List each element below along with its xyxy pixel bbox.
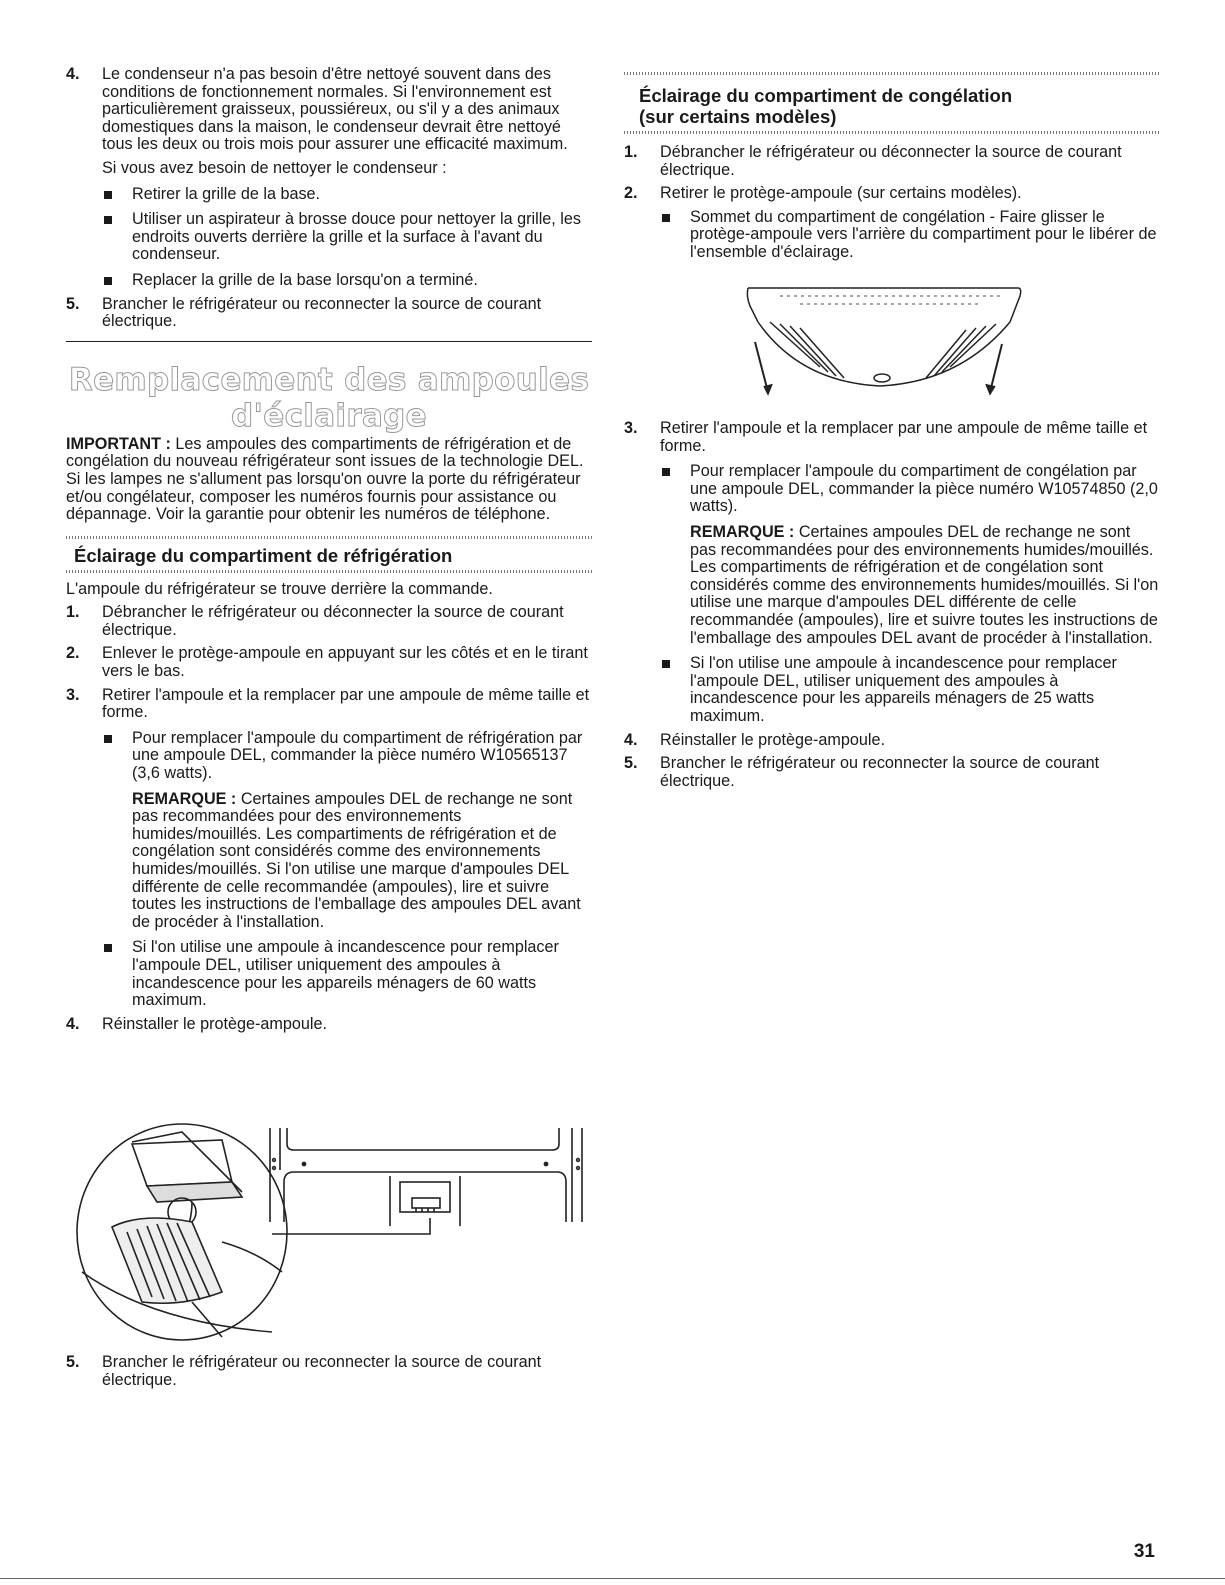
step-text: Retirer le protège-ampoule (sur certains modèles). [660,184,1022,203]
remarque-note [102,791,592,932]
hatch-rule [624,131,1160,134]
freezer-step-5 [624,755,1160,790]
fridge-step-1 [66,604,592,639]
bullet-item: Utiliser un aspirateur à brosse douce pour nettoyer la grille, les endroits ouverts derrière la grille et la surface à l'avant du condenseur. [102,211,592,264]
step-text: Débrancher le réfrigérateur ou déconnecter la source de courant électrique. [102,603,564,639]
step-number: 3. [624,419,638,437]
section-title [66,362,592,434]
right-column [624,66,1160,262]
page-bottom-rule [0,1578,1225,1579]
bullet-item: Si l'on utilise une ampoule à incandescence pour remplacer l'ampoule DEL, utiliser uniquement des ampoules à incandescence pour les appareils ménagers de 25 watts maximum. [660,655,1160,725]
remarque-text: Certaines ampoules DEL de rechange ne sont pas recommandées pour des environnements humides/mouillés. Les compartiments de réfrigération et de congélation sont considérés comme des environnements humides/mouillés. Si l'on utilise une marque d'ampoules DEL différente de celle recommandée (ampoules), lire et suivre toutes les instructions de l'emballage des ampoules DEL avant de procéder à l'installation. [690,522,1159,647]
section-title-line: Remplacement des ampoules [68,361,590,398]
hatch-rule [66,536,592,539]
remarque-note [660,524,1160,647]
step-number: 1. [624,143,638,161]
section-divider [66,341,592,342]
freezer-light-illustration [740,282,1040,400]
condenser-step-5 [66,296,592,331]
freezer-step-2 [624,185,1160,261]
bullet-item: Replacer la grille de la base lorsqu'on a terminé. [102,272,592,290]
intro-text: L'ampoule du réfrigérateur se trouve derrière la commande. [66,579,493,598]
important-label: IMPORTANT : [66,434,171,453]
fridge-light-illustration [72,1122,592,1350]
hatch-rule [624,72,1160,75]
left-column [66,66,592,1033]
hatch-rule [66,570,592,573]
fridge-step-3 [66,687,592,1010]
subsection-heading-sub: (sur certains modèles) [639,106,837,127]
fridge-step-5-wrap [66,1354,592,1389]
step-number: 4. [66,1014,80,1033]
step-text: Retirer l'ampoule et la remplacer par une ampoule de même taille et forme. [660,419,1148,455]
step-number: 5. [66,294,80,313]
page-number: 31 [1133,1541,1155,1562]
step-number: 4. [66,65,80,83]
subsection-heading: Éclairage du compartiment de congélation [639,85,1013,106]
step-text: Retirer l'ampoule et la remplacer par une ampoule de même taille et forme. [102,685,590,722]
fridge-step-2 [66,645,592,680]
freezer-step-4 [624,732,1160,750]
important-text: Les ampoules des compartiments de réfrigération et de congélation du nouveau réfrigérateur sont issues de la technologie DEL. Si les lampes ne s'allument pas lorsqu'on ouvre la porte du réfrigérateur et/ou congélateur, composer les numéros fournis pour assistance ou dépannage. Voir la garantie pour obtenir les numéros de téléphone. [66,434,584,524]
step-text: Brancher le réfrigérateur ou reconnecter la source de courant électrique. [660,754,1100,790]
step-text: Débrancher le réfrigérateur ou déconnecter la source de courant électrique. [660,143,1122,179]
fridge-step-5 [66,1354,592,1389]
bullet-item: Si l'on utilise une ampoule à incandescence pour remplacer l'ampoule DEL, utiliser uniquement des ampoules à incandescence pour les appareils ménagers de 60 watts maximum. [102,939,592,1009]
step-text: Le condenseur n'a pas besoin d'être nettoyé souvent dans des conditions de fonctionnement normales. Si l'environnement est particulièrement graisseux, poussiéreux, ou s'il y a des animaux domestiques dans la maison, le condenseur devrait être nettoyé tous les deux ou trois mois pour assurer une efficacité maximum. [102,65,568,154]
freezer-step-3 [624,420,1160,726]
bullet-item: Sommet du compartiment de congélation - Faire glisser le protège-ampoule vers l'arrière du compartiment pour le libérer de l'ensemble d'éclairage. [660,209,1160,262]
step-number: 4. [624,730,638,749]
subsection-heading: Éclairage du compartiment de réfrigération [74,544,453,566]
step-text: Brancher le réfrigérateur ou reconnecter la source de courant électrique. [102,1353,542,1389]
step-number: 5. [66,1353,80,1371]
remarque-text: Certaines ampoules DEL de rechange ne sont pas recommandées pour des environnements humides/mouillés. Les compartiments de réfrigération et de congélation sont considérés comme des environnements humides/mouillés. Si l'on utilise une marque d'ampoules DEL différente de celle recommandée (ampoules), lire et suivre toutes les instructions de l'emballage des ampoules DEL avant de procéder à l'installation. [132,789,581,931]
section-title-line: d'éclairage [231,397,427,434]
right-column-lower [624,420,1160,790]
fridge-step-4 [66,1016,592,1034]
condenser-step-4 [66,66,592,290]
step-number: 2. [66,644,80,663]
step-number: 2. [624,184,638,203]
important-notice [66,436,592,524]
step-text: Réinstaller le protège-ampoule. [102,1014,327,1033]
bullet-item: Pour remplacer l'ampoule du compartiment de réfrigération par une ampoule DEL, commander la pièce numéro W10565137 (3,6 watts). [102,730,592,783]
freezer-step-1 [624,144,1160,179]
bullet-item: Pour remplacer l'ampoule du compartiment de congélation par une ampoule DEL, commander la pièce numéro W10574850 (2,0 watts). [660,463,1160,516]
step-text: Brancher le réfrigérateur ou reconnecter la source de courant électrique. [102,294,542,331]
step-number: 5. [624,754,638,773]
step-number: 1. [66,603,80,622]
step-number: 3. [66,685,80,704]
remarque-label: REMARQUE : [132,789,237,808]
remarque-label: REMARQUE : [690,522,795,541]
step-text: Réinstaller le protège-ampoule. [660,730,885,749]
step-text: Enlever le protège-ampoule en appuyant sur les côtés et en le tirant vers le bas. [102,644,588,681]
step-subtext: Si vous avez besoin de nettoyer le condenseur : [102,158,447,177]
bullet-item: Retirer la grille de la base. [102,186,592,204]
